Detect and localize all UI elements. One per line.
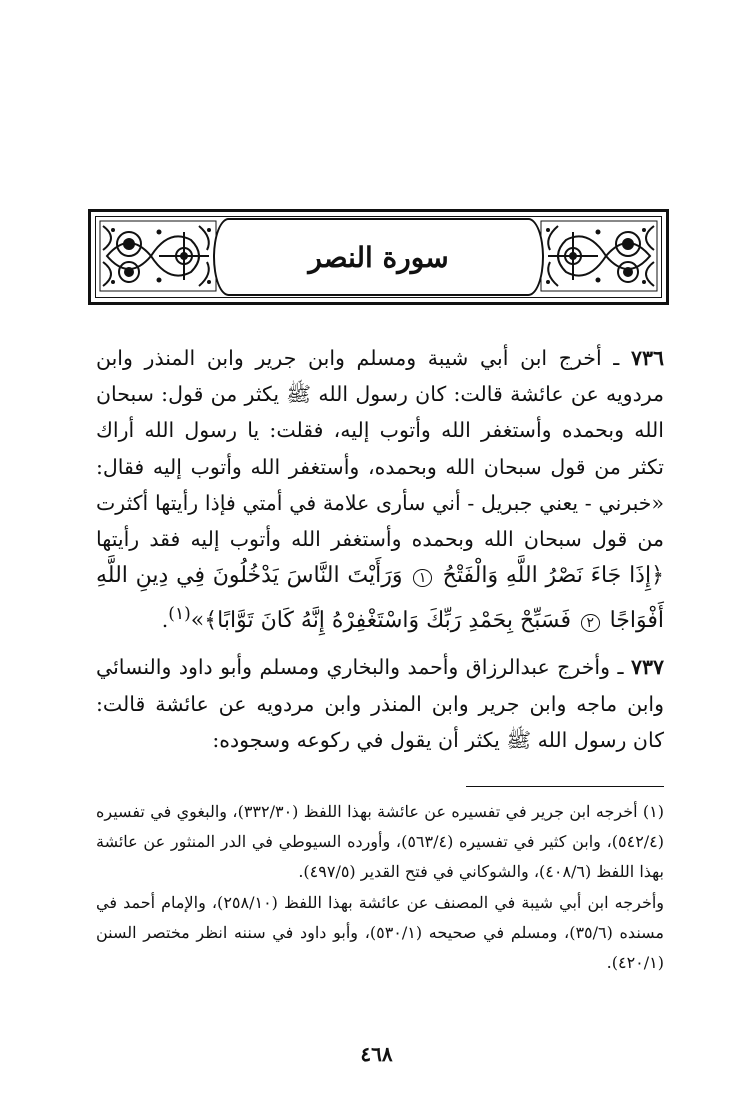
quran-verse: وَرَأَيْتَ النَّاسَ يَدْخُلُونَ فِي دِينِ اللَّهِ أَفْوَاجًا <box>96 563 664 634</box>
page-number: ٤٦٨ <box>360 1042 393 1066</box>
main-text <box>96 340 664 766</box>
hadith-number: ٧٣٦ <box>630 346 664 370</box>
hadith-paragraph <box>96 340 664 641</box>
hadith-text: ـ أخرج ابن أبي شيبة ومسلم وابن جرير وابن المنذر وابن مردويه عن عائشة قالت: كان رسول الله ﷺ يكثر من قول: سبحان الله وبحمده وأستغفر الله وأتوب إليه، فقلت: يا رسول الله أراك تكثر من قول سبحان الله وبحمده، وأستغفر الله وأتوب إليه فقال: «خبرني - يعني جبريل - أني سأرى علامة في أمتي فإذا رأيتها أكثرت من قول سبحان الله وبحمده وأستغفر الله وأتوب إليه فقد رأيتها <box>96 346 664 552</box>
title-panel <box>213 218 544 296</box>
aya-number-marker: ١ <box>413 569 433 587</box>
footnote: وأخرجه ابن أبي شيبة في المصنف عن عائشة بهذا اللفظ (٢٥٨/١٠)، والإمام أحمد في مسنده (٣٥/٦)، ومسلم في صحيحه (٥٣٠/١)، وأبو داود في سننه انظر مختصر السنن (٤٢٠/١). <box>96 892 665 973</box>
hadith-number: ٧٣٧ <box>630 655 664 680</box>
quran-verse: فَسَبِّحْ بِحَمْدِ رَبِّكَ وَاسْتَغْفِرْهُ إِنَّهُ كَانَ تَوَّابًا﴾» <box>190 608 571 634</box>
footnote-separator <box>466 786 664 787</box>
hadith-paragraph <box>96 649 664 758</box>
arabesque-ornament-icon <box>540 220 658 292</box>
arabesque-ornament-icon <box>99 220 217 292</box>
footnote: (١) أخرجه ابن جرير في تفسيره عن عائشة بهذا اللفظ (٣٣٢/٣٠)، والبغوي في تفسيره (٥٤٢/٤)، وابن كثير في تفسيره (٥٦٣/٤)، وأورده السيوطي في الدر المنثور عن عائشة بهذا اللفظ (٤٠٨/٦)، والشوكاني في فتح القدير (٤٩٧/٥). <box>96 802 665 882</box>
hadith-text: ـ وأخرج عبدالرزاق وأحمد والبخاري ومسلم وأبو داود والنسائي وابن ماجه وابن جرير وابن المنذر وابن مردويه عن عائشة قالت: كان رسول الله ﷺ يكثر أن يقول في ركوعه وسجوده: <box>96 655 664 752</box>
aya-number-marker: ٢ <box>581 614 601 632</box>
quran-verse: ﴿إِذَا جَاءَ نَصْرُ اللَّهِ وَالْفَتْحُ <box>442 563 664 589</box>
surah-title: سورة النصر <box>308 240 449 274</box>
surah-header-banner <box>88 209 669 305</box>
footnote-reference[interactable]: (١) <box>168 604 191 625</box>
footnotes <box>96 797 664 978</box>
sentence-end: . <box>161 608 169 633</box>
